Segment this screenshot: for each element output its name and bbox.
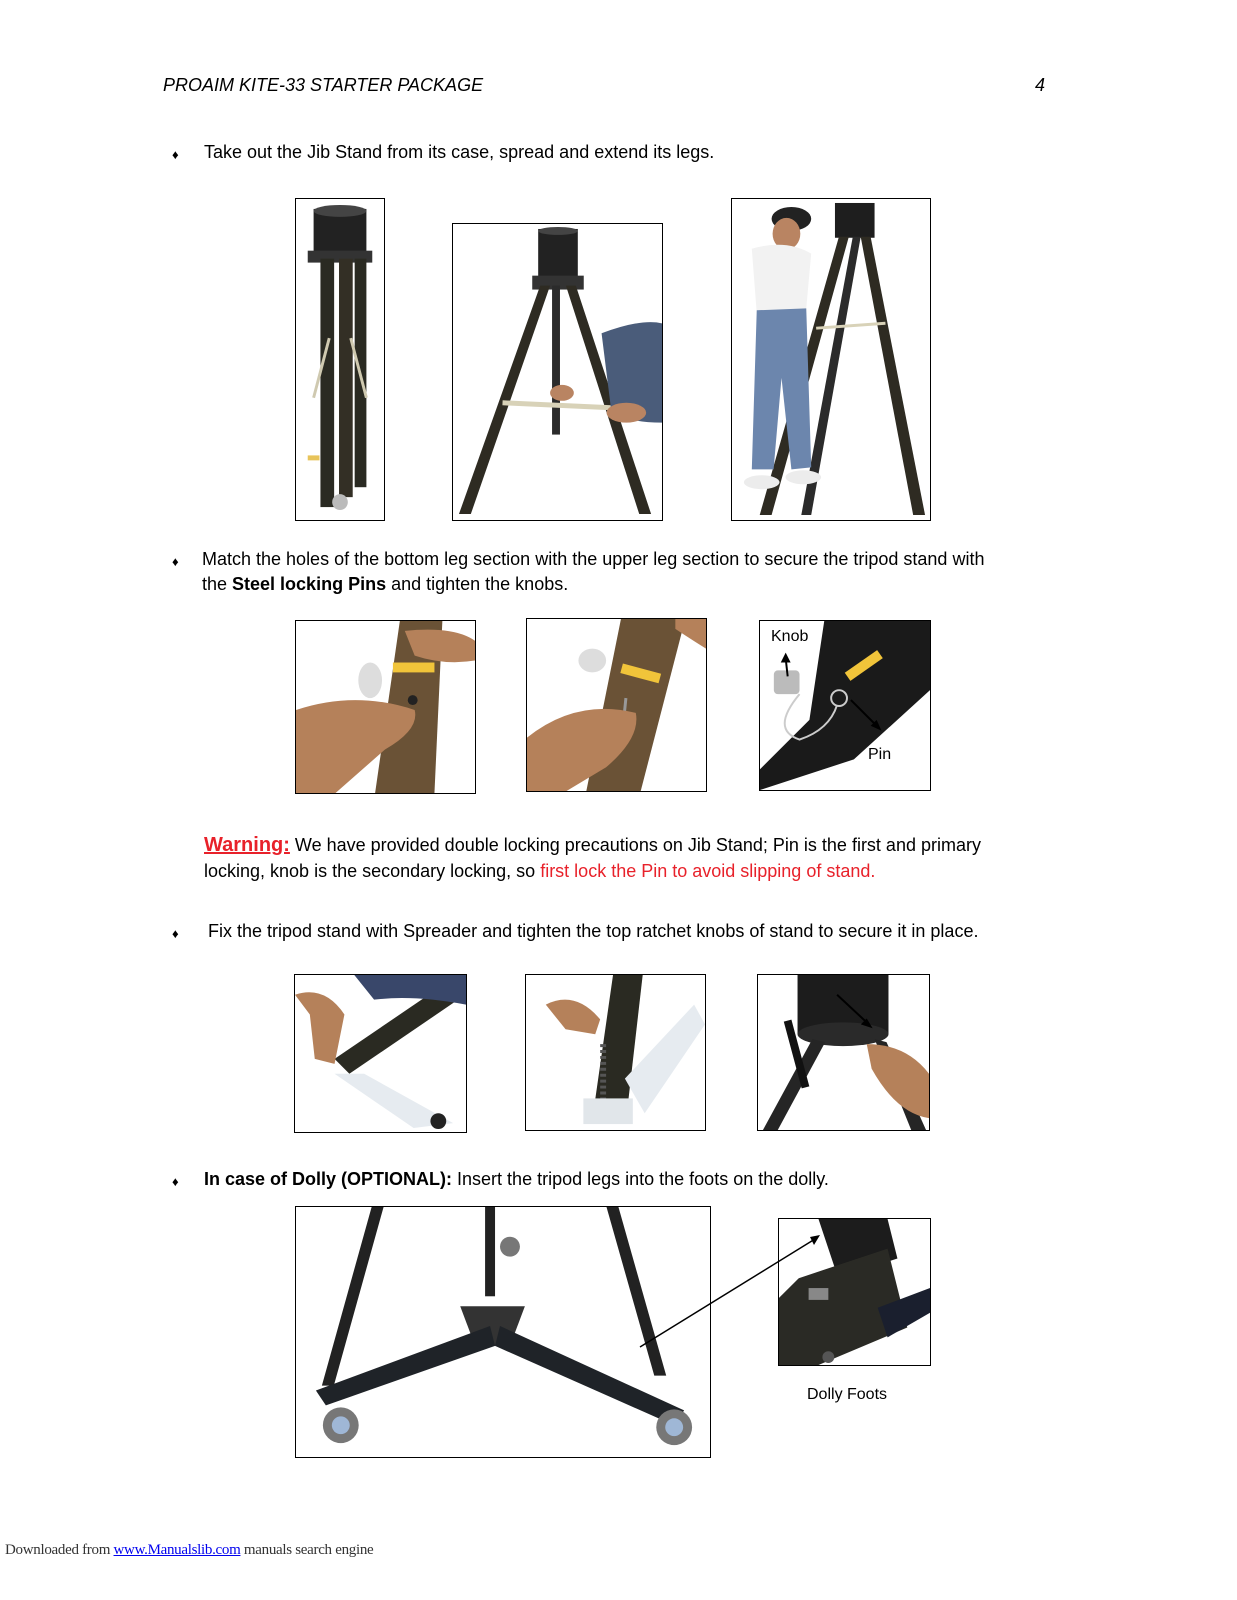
photo-folded-stand (295, 198, 385, 521)
document-header-title: PROAIM KITE-33 STARTER PACKAGE (163, 75, 484, 95)
step-4-text: In case of Dolly (OPTIONAL): Insert the tripod legs into the foots on the dolly. (204, 1169, 829, 1189)
manualslib-link[interactable]: www.Manualslib.com (113, 1542, 241, 1558)
warning-line-2: locking, knob is the secondary locking, so first lock the Pin to avoid slipping of stand. (204, 861, 876, 881)
photo-spread-stand (452, 223, 663, 521)
bullet-icon: ♦ (172, 554, 179, 569)
step-3-text: Fix the tripod stand with Spreader and tighten the top ratchet knobs of stand to secure it in place. (208, 921, 979, 941)
photo-secure-spreader (525, 974, 706, 1131)
warning-line-1: Warning: We have provided double locking precautions on Jib Stand; Pin is the first and primary (204, 834, 981, 856)
bullet-icon: ♦ (172, 147, 179, 162)
dolly-optional-label: In case of Dolly (OPTIONAL): (204, 1169, 453, 1189)
footer: Downloaded from www.Manualslib.com manuals search engine (5, 1542, 374, 1558)
steel-locking-pins-label: Steel locking Pins (232, 574, 387, 594)
callout-arrow (630, 1225, 830, 1355)
bullet-icon: ♦ (172, 1174, 179, 1189)
knob-label: Knob (771, 628, 809, 645)
bullet-icon: ♦ (172, 926, 179, 941)
photo-inserting-pin (526, 618, 707, 792)
photo-matching-holes (295, 620, 476, 794)
pin-label: Pin (868, 746, 892, 763)
page-number: 4 (1035, 75, 1046, 95)
warning-label: Warning: (204, 834, 290, 856)
warning-emphasis: first lock the Pin to avoid slipping of stand. (540, 861, 876, 881)
photo-ratchet-knobs (757, 974, 930, 1131)
step-1-text: Take out the Jib Stand from its case, spread and extend its legs. (204, 142, 715, 162)
step-2-line-1: Match the holes of the bottom leg section with the upper leg section to secure the tripod stand with (202, 549, 985, 569)
step-2-line-2: the Steel locking Pins and tighten the knobs. (202, 574, 569, 594)
dolly-foots-caption: Dolly Foots (807, 1386, 888, 1403)
photo-extending-legs (731, 198, 931, 521)
photo-attach-spreader (294, 974, 467, 1133)
